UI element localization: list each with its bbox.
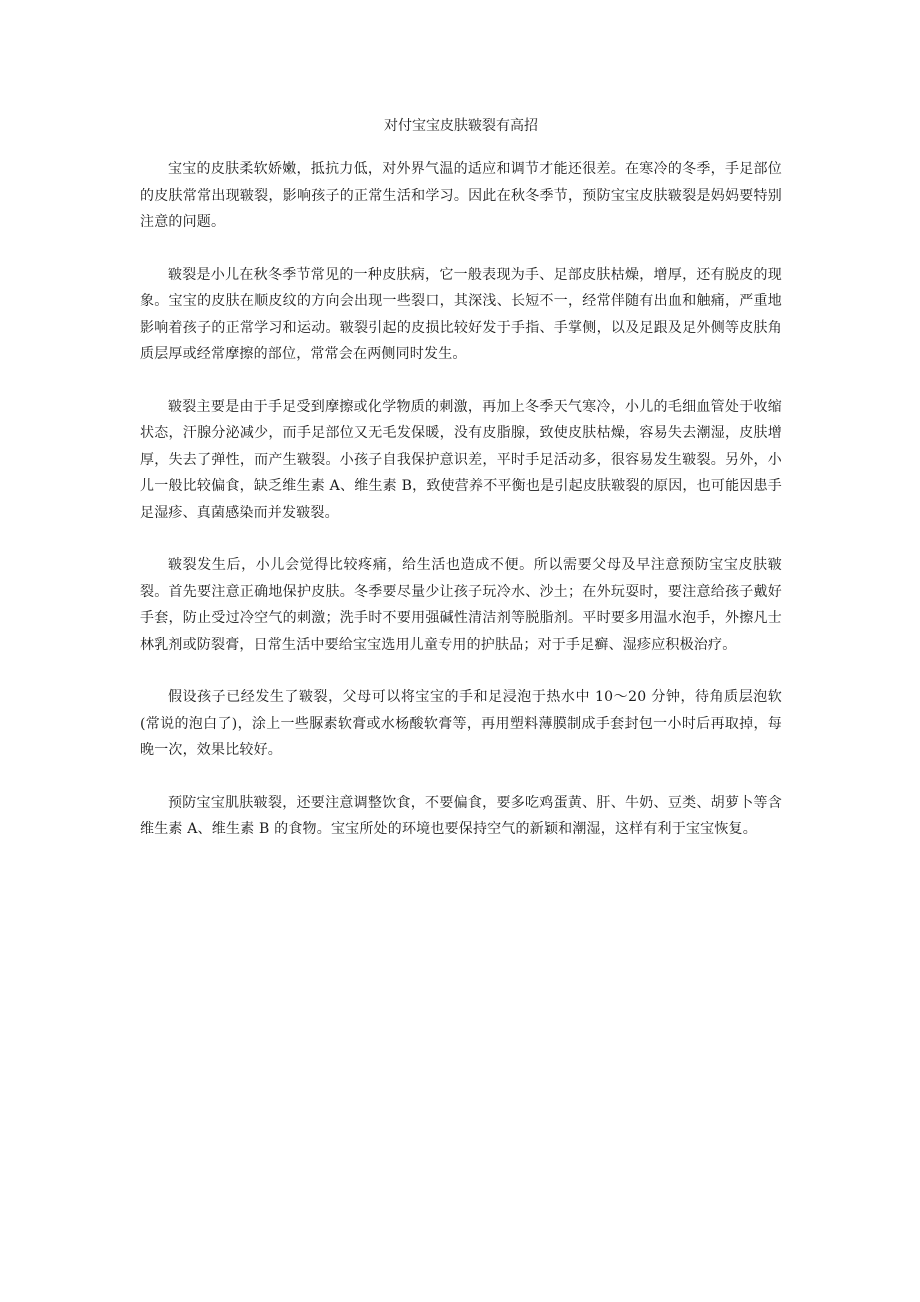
paragraph-6: 预防宝宝肌肤皲裂，还要注意调整饮食，不要偏食，要多吃鸡蛋黄、肝、牛奶、豆类、胡萝卜等含维生素 A、维生素 B 的食物。宝宝所处的环境也要保持空气的新颖和潮湿，这样有利于宝宝恢复。	[140, 794, 782, 837]
paragraph-5: 假设孩子已经发生了皲裂，父母可以将宝宝的手和足浸泡于热水中 10～20 分钟，待角质层泡软(常说的泡白了)，涂上一些脲素软膏或水杨酸软膏等，再用塑料薄膜制成手套封包一小时后再取掉，每晚一次，效果比较好。	[140, 689, 782, 758]
document-title: 对付宝宝皮肤皲裂有高招	[384, 118, 538, 134]
paragraph-4: 皲裂发生后，小儿会觉得比较疼痛，给生活也造成不便。所以需要父母及早注意预防宝宝皮肤皲裂。首先要注意正确地保护皮肤。冬季要尽量少让孩子玩冷水、沙土；在外玩耍时，要注意给孩子戴好手套，防止受过冷空气的刺激；洗手时不要用强碱性清洁剂等脱脂剂。平时要多用温水泡手，外擦凡士林乳剂或防裂膏，日常生活中要给宝宝选用儿童专用的护肤品；对于手足癣、湿疹应积极治疗。	[140, 557, 782, 653]
document-body	[140, 112, 782, 869]
paragraph-1: 宝宝的皮肤柔软娇嫩，抵抗力低，对外界气温的适应和调节才能还很差。在寒冷的冬季，手足部位的皮肤常常出现皲裂，影响孩子的正常生活和学习。因此在秋冬季节，预防宝宝皮肤皲裂是妈妈要特别注意的问题。	[140, 161, 782, 230]
paragraph-2: 皲裂是小儿在秋冬季节常见的一种皮肤病，它一般表现为手、足部皮肤枯燥，增厚，还有脱皮的现象。宝宝的皮肤在顺皮纹的方向会出现一些裂口，其深浅、长短不一，经常伴随有出血和触痛，严重地影响着孩子的正常学习和运动。皲裂引起的皮损比较好发于手指、手掌侧，以及足跟及足外侧等皮肤角质层厚或经常摩擦的部位，常常会在两侧同时发生。	[140, 266, 782, 362]
paragraph-3: 皲裂主要是由于手足受到摩擦或化学物质的刺激，再加上冬季天气寒冷，小儿的毛细血管处于收缩状态，汗腺分泌减少，而手足部位又无毛发保暖，没有皮脂腺，致使皮肤枯燥，容易失去潮湿，皮肤增厚，失去了弹性，而产生皲裂。小孩子自我保护意识差，平时手足活动多，很容易发生皲裂。另外，小儿一般比较偏食，缺乏维生素 A、维生素 B，致使营养不平衡也是引起皮肤皲裂的原因，也可能因患手足湿疹、真菌感染而并发皲裂。	[140, 398, 782, 521]
